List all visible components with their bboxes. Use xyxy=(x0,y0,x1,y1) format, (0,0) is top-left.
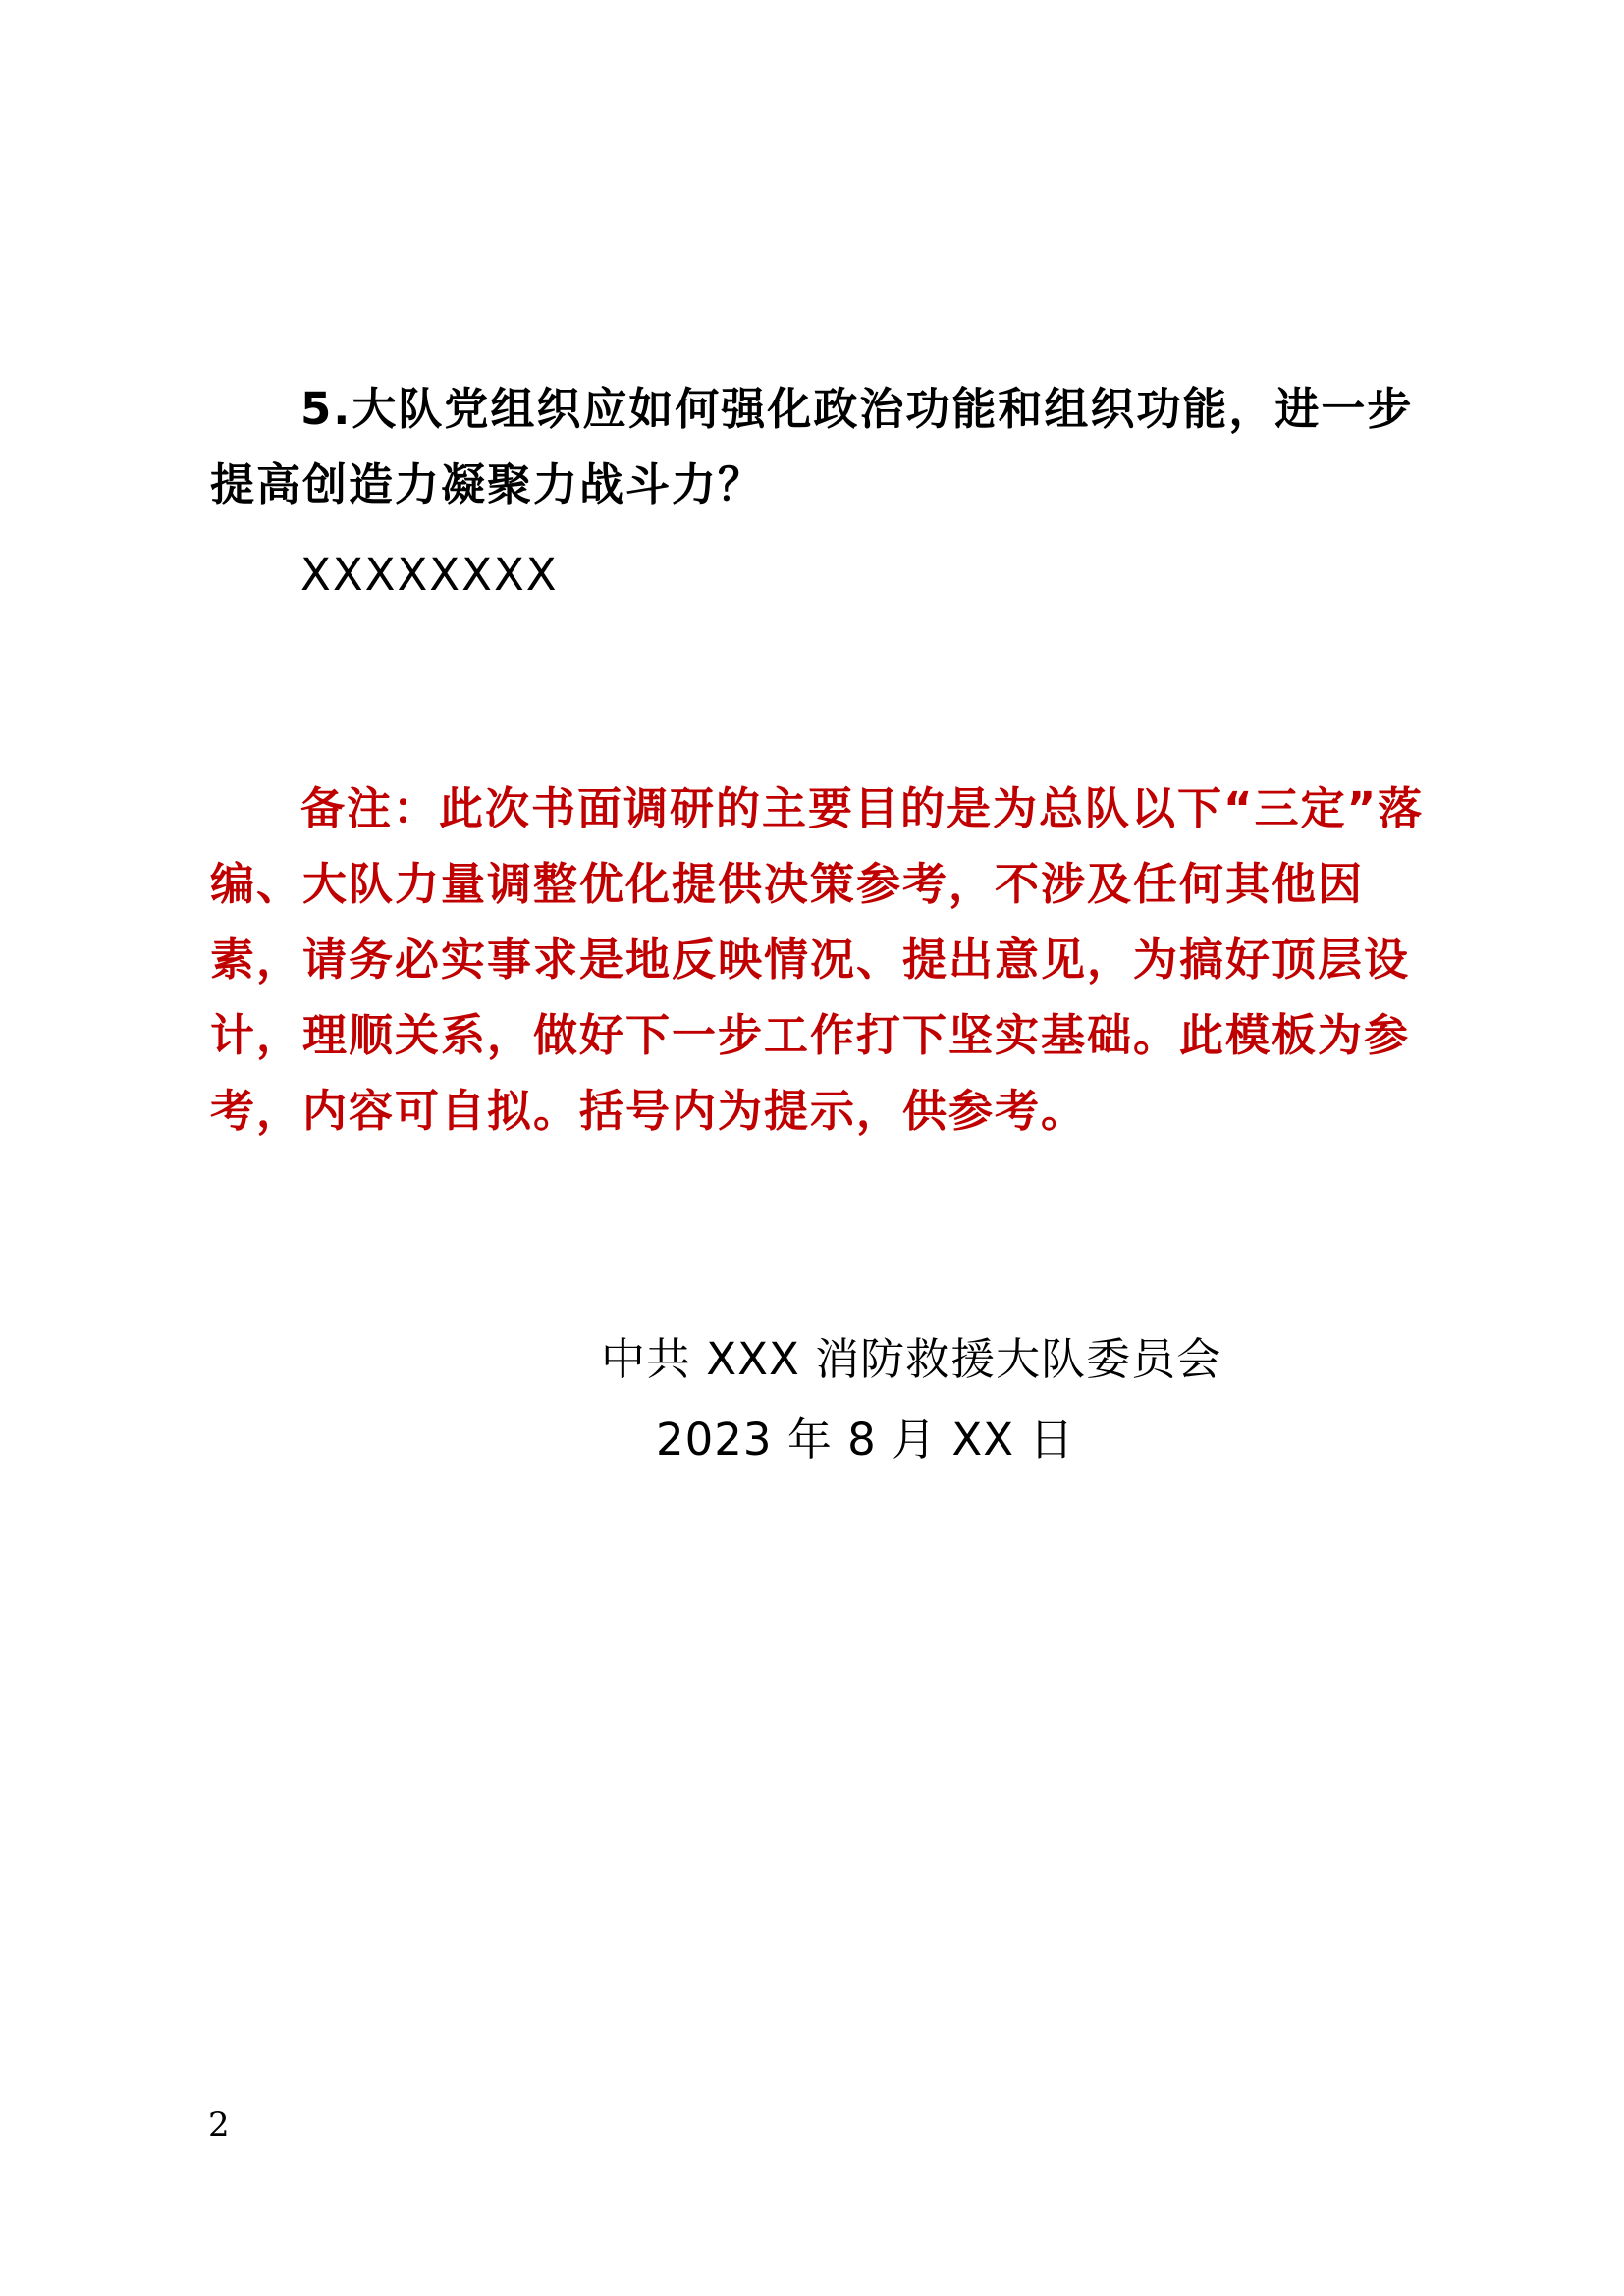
note-paragraph: 备注：此次书面调研的主要目的是为总队以下“三定”落编、大队力量调整优化提供决策参考，不涉及任何其他因素，请务必实事求是地反映情况、提出意见，为搞好顶层设计，理顺关系，做好下一步工作打下坚实基础。此模板为参考，内容可自拟。括号内为提示，供参考。 xyxy=(210,782,1425,1137)
question-heading: 5.大队党组织应如何强化政治功能和组织功能，进一步提高创造力凝聚力战斗力？ xyxy=(210,383,1414,510)
page-number: 2 xyxy=(208,2106,230,2145)
signature-organization: 中共 XXX 消防救援大队委员会 xyxy=(601,1333,1222,1385)
answer-text: XXXXXXXX xyxy=(300,549,559,601)
signature-date: 2023 年 8 月 XX 日 xyxy=(656,1414,1075,1466)
